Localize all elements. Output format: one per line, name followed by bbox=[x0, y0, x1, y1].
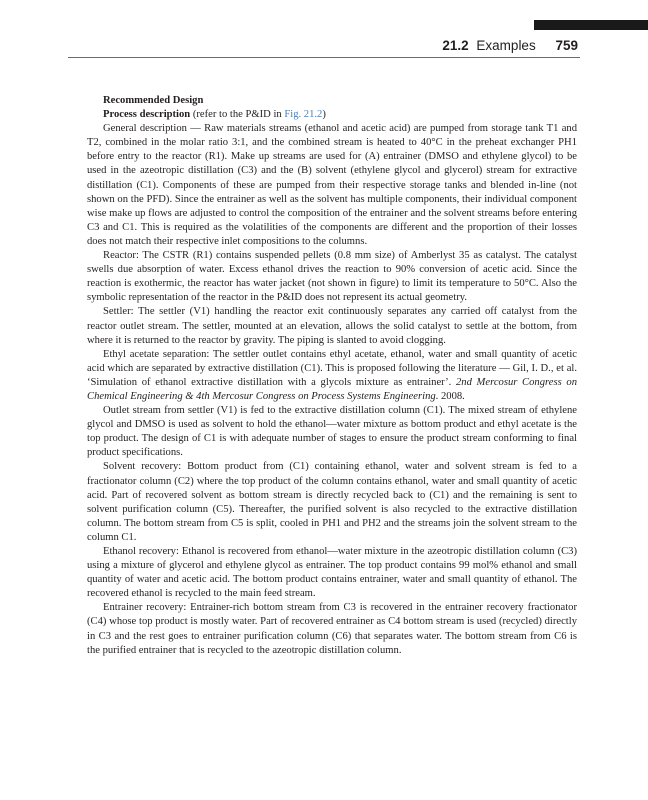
process-description-line bbox=[87, 108, 577, 122]
page-number: 759 bbox=[555, 38, 578, 53]
process-description-pre: (refer to the P&ID in bbox=[192, 109, 285, 121]
citation-title: 2nd Mercosur Congress on Chemical Engineering & 4th Mercosur Congress on Process Systems Engineering bbox=[87, 376, 577, 402]
citation-year: . 2008. bbox=[435, 390, 465, 402]
figure-reference-link[interactable]: Fig. 21.2 bbox=[284, 109, 323, 121]
section-title: Examples bbox=[476, 38, 536, 53]
header-rule bbox=[68, 57, 580, 58]
paragraph-entrainer-recovery: Entrainer recovery: Entrainer-rich bottom stream from C3 is recovered in the entrainer recovery fractionator (C4) whose top product is mostly water. Part of recovered entrainer as C4 bottom stream is used (recycled) directly in C3 and the rest goes to entrainer purification column (C6) that separates water. The bottom stream from C6 is the purified entrainer that is recycled to the azeotropic distillation column. bbox=[87, 602, 577, 656]
running-header bbox=[442, 38, 578, 54]
paragraph-reactor: Reactor: The CSTR (R1) contains suspended pellets (0.8 mm size) of Amberlyst 35 as catalyst. The catalyst swells due absorption of water. Excess ethanol drives the reaction to 90% conversion of acetic acid. Since the reaction is exothermic, the reactor has water jacket (not shown in figure) to limit its temperature to 50°C. Also the symbolic representation of the reactor in the P&ID does not represent its actual geometry. bbox=[87, 250, 577, 304]
paragraph-ethyl-acetate-separation bbox=[87, 348, 577, 404]
paragraph-ethanol-recovery: Ethanol recovery: Ethanol is recovered from ethanol—water mixture in the azeotropic distillation column (C3) using a mixture of glycerol and ethylene glycol as entrainer. The top product contains 99 mol% ethanol and small quantity of water and acetic acid. The bottom product contains entrainer, water and small quantity of ethanol. The recovered ethanol is recycled to the main feed stream. bbox=[87, 546, 577, 600]
paragraph-general-description: General description — Raw materials streams (ethanol and acetic acid) are pumped from storage tank T1 and T2, combined in the molar ratio 3:1, and the combined stream is heated to 40°C in the preheat exchanger PH1 before entry to the reactor (R1). Make up streams are used for (A) entrainer (DMSO and ethylene glycol) to be used in the azeotropic distillation (C3) and the (B) solvent (ethylene glycol and glycerol) stream for extractive distillation (C1). Components of these are pumped from their respective storage tanks and blended in-line (not shown on the PFD). Since the entrainer as well as the solvent has multiple components, their individual component wise make up flows are adjusted to control the composition of the entrainer and the solvent streams before entering C3 and C1. This is required as the volatilities of the components are different and the proportion of their losses does not match their respective inlet compositions to the columns. bbox=[87, 123, 577, 247]
section-heading: Recommended Design bbox=[103, 95, 204, 106]
paragraph-settler: Settler: The settler (V1) handling the reactor exit continuously separates any carried off catalyst from the reactor outlet stream. The settler, mounted at an elevation, allows the solid catalyst to settle at the bottom, from where it is returned to the reactor by gravity. The piping is slanted to avoid clogging. bbox=[87, 306, 577, 346]
section-number: 21.2 bbox=[442, 38, 469, 53]
paragraph-settler-outlet: Outlet stream from settler (V1) is fed to the extractive distillation column (C1). The mixed stream of ethylene glycol and DMSO is used as solvent to hold the ethanol—water mixture as bottom product and ethyl acetate is the top product. The design of C1 is with adequate number of stages to ensure the product stream conforming to final product specifications. bbox=[87, 405, 577, 459]
paragraph-solvent-recovery: Solvent recovery: Bottom product from (C1) containing ethanol, water and solvent stream is fed to a fractionator column (C2) where the top product of the column contains ethanol, water and small quantity of acetic acid. Part of recovered solvent as bottom stream is directly recycled back to (C1) and the remaining is sent to solvent purification column (C5). Thereafter, the purified solvent is also recycled to the extractive distillation column. The bottom stream from C5 is split, cooled in PH1 and PH2 and the streams join the solvent stream to the column C1. bbox=[87, 461, 577, 543]
page-body bbox=[87, 94, 577, 658]
process-description-post: ) bbox=[322, 109, 326, 121]
process-description-label: Process description bbox=[103, 109, 191, 121]
header-bar-decoration bbox=[534, 20, 648, 30]
ethyl-acetate-text: Ethyl acetate separation: The settler outlet contains ethyl acetate, ethanol, water and small quantity of acetic acid which are separated by extractive distillation (C1). This is proposed following the literature — Gil, I. D., et al. ‘Simulation of ethanol extractive distillation with a glycols mixture as entrainer’. bbox=[87, 348, 577, 388]
